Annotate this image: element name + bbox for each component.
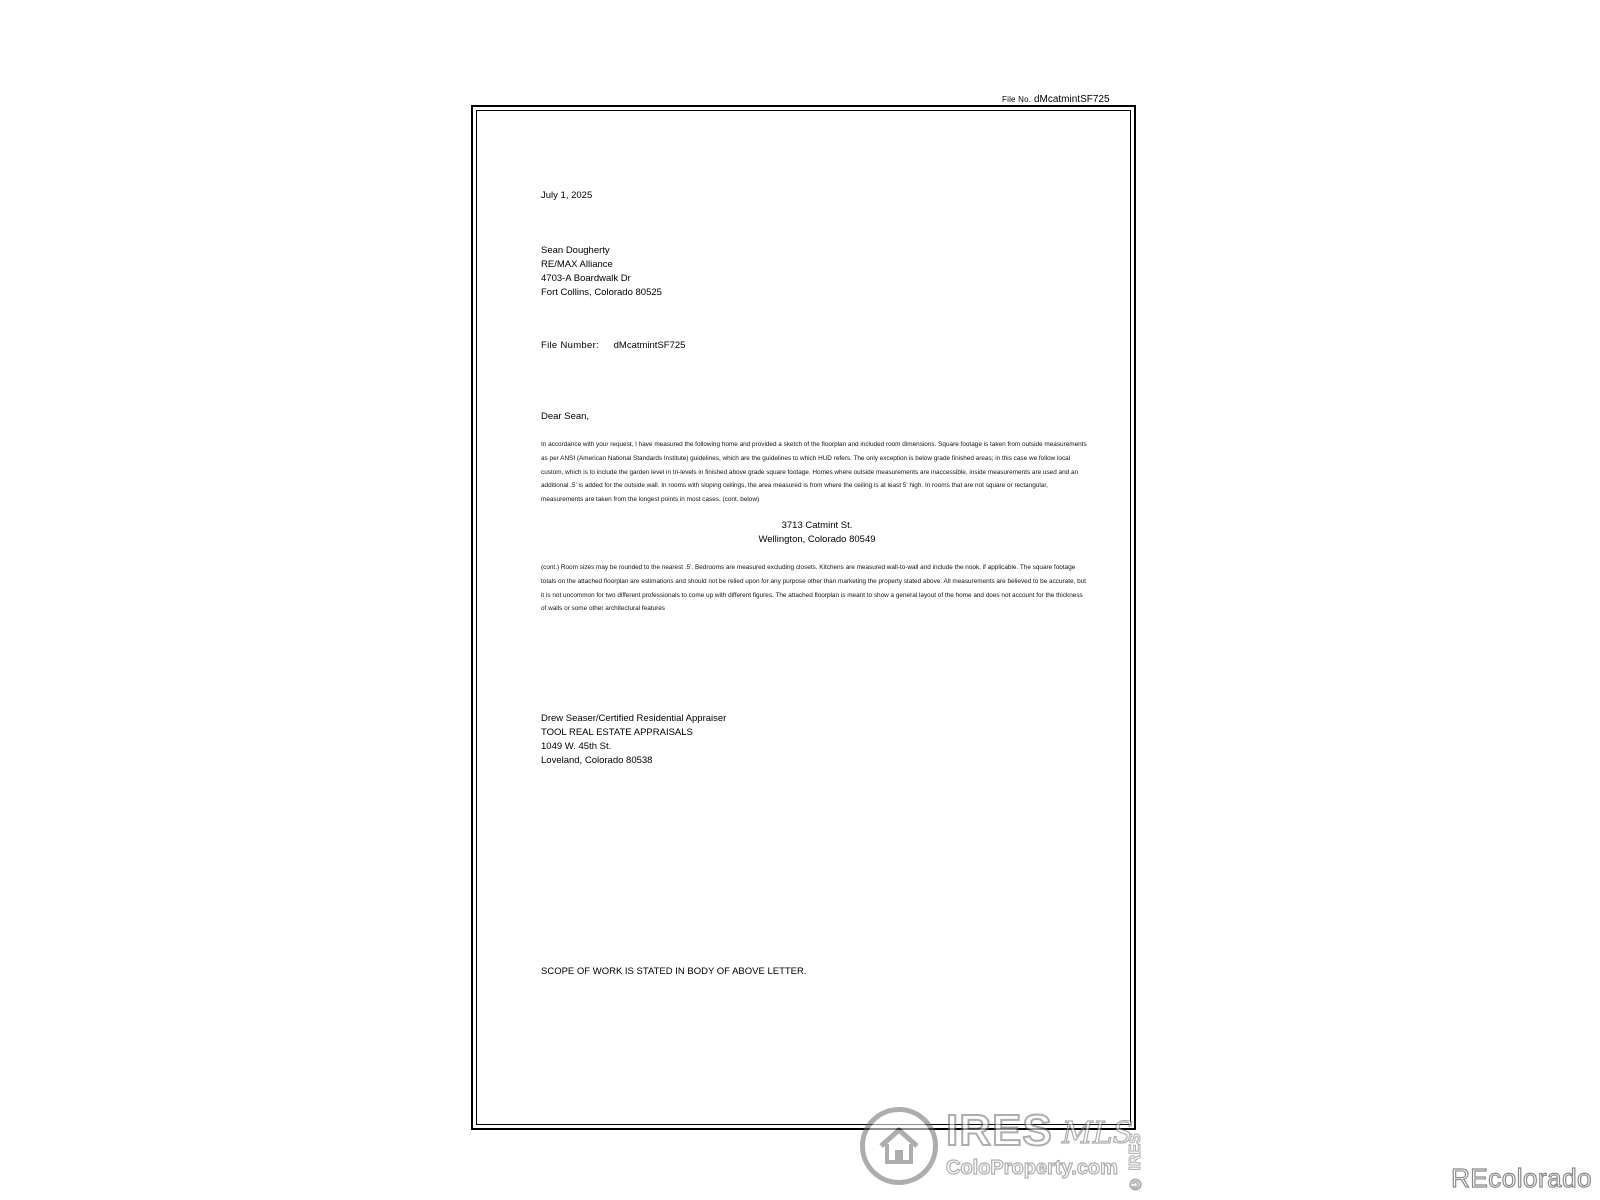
- property-street: 3713 Catmint St.: [781, 520, 853, 531]
- property-city: Wellington, Colorado 80549: [758, 534, 876, 545]
- file-number-line: [541, 340, 685, 351]
- letter-date: July 1, 2025: [541, 190, 593, 201]
- recipient-name: Sean Dougherty: [541, 245, 610, 256]
- signature-block: [541, 712, 726, 768]
- signer-name: Drew Seaser/Certified Residential Appraiser: [541, 713, 727, 724]
- file-number-header: [1002, 94, 1110, 105]
- scope-statement: SCOPE OF WORK IS STATED IN BODY OF ABOVE LETTER.: [541, 966, 807, 977]
- recipient-company: RE/MAX Alliance: [541, 259, 613, 270]
- property-address: [700, 519, 934, 547]
- house-icon: [860, 1107, 938, 1185]
- recolorado-mark: REcolorado: [1451, 1163, 1592, 1193]
- ires-watermark: [860, 1102, 1160, 1192]
- file-number-label: File Number:: [541, 340, 599, 351]
- body-paragraph-1: In accordance with your request, I have measured the following home and provided a sketch of the floorplan and included room dimensions. Square footage is taken from outside measurements as per ANSI (American National Standards Institute) guidelines, which are the guidelines to which HUD refers. The only exception is below grade finished areas; in this case we follow local custom, which is to include the garden level in tri-levels in finished above grade square footage. Homes where outside measurements are inaccessible, inside measurements are used and an additional .5' is added for the outside wall. In rooms with sloping ceilings, the area measured is from where the ceiling is at least 5' high. In rooms that are not square or rectangular, measurements are taken from the longest points in most cases. (cont. below): [541, 441, 1087, 504]
- file-no-value: dMcatmintSF725: [1033, 94, 1110, 105]
- watermark-vertical: © IRES: [1127, 1133, 1144, 1192]
- watermark-mls: MLS: [1062, 1116, 1134, 1151]
- signer-city: Loveland, Colorado 80538: [541, 755, 653, 766]
- recipient-street: 4703-A Boardwalk Dr: [541, 273, 631, 284]
- watermark-brand: IRES: [946, 1106, 1053, 1155]
- signer-company: TOOL REAL ESTATE APPRAISALS: [541, 727, 693, 738]
- recipient-city: Fort Collins, Colorado 80525: [541, 287, 662, 298]
- file-no-label: File No.: [1002, 95, 1032, 104]
- body-paragraph-2: (cont.) Room sizes may be rounded to the nearest .5'. Bedrooms are measured excluding closets. Kitchens are measured wall-to-wall and include the nook, if applicable. The square footage totals on the attached floorplan are estimations and should not be relied upon for any purpose other than marketing the property stated above. All measurements are believed to be accurate, but it is not uncommon for two different professionals to come up with different figures. The attached floorplan is meant to show a general layout of the home and does not account for the thickness of walls or some other architectural features: [541, 564, 1086, 613]
- watermark-site: ColoProperty.com: [946, 1157, 1118, 1179]
- salutation: Dear Sean,: [541, 411, 590, 422]
- signer-street: 1049 W. 45th St.: [541, 741, 612, 752]
- file-number-value: dMcatmintSF725: [613, 340, 686, 351]
- recipient-block: [541, 244, 662, 300]
